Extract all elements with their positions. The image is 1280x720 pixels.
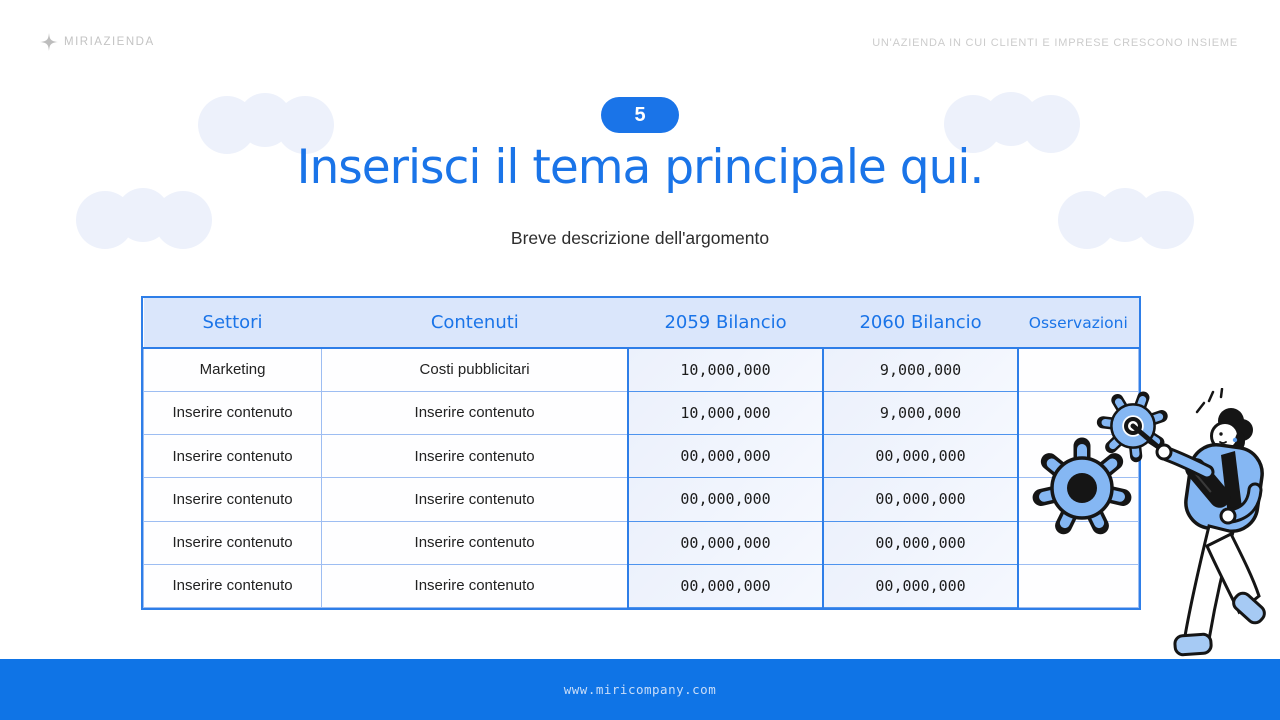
slide-number-badge: 5	[601, 97, 679, 133]
footer-url-link[interactable]: www.miricompany.com	[563, 682, 717, 697]
cell-contenuto: Inserire contenuto	[322, 564, 628, 607]
cell-settore: Inserire contenuto	[144, 391, 322, 434]
cell-contenuto: Inserire contenuto	[322, 521, 628, 564]
cell-bilancio-2060: 00,000,000	[823, 435, 1018, 478]
table-row	[144, 478, 1139, 521]
cell-bilancio-2060: 9,000,000	[823, 348, 1018, 391]
table-row	[144, 564, 1139, 607]
cell-bilancio-2060: 00,000,000	[823, 564, 1018, 607]
cell-osservazioni	[1018, 348, 1138, 391]
table-row	[144, 391, 1139, 434]
column-header-2060-bilancio: 2060 Bilancio	[823, 298, 1018, 348]
cell-settore: Inserire contenuto	[144, 521, 322, 564]
cell-bilancio-2059: 00,000,000	[628, 521, 823, 564]
footer-bar	[0, 659, 1280, 720]
logo-text: MIRIAZIENDA	[64, 36, 155, 48]
cell-bilancio-2060: 00,000,000	[823, 521, 1018, 564]
cell-bilancio-2059: 00,000,000	[628, 478, 823, 521]
cell-settore: Inserire contenuto	[144, 435, 322, 478]
budget-table	[141, 296, 1141, 610]
cell-contenuto: Costi pubblicitari	[322, 348, 628, 391]
cell-bilancio-2059: 10,000,000	[628, 391, 823, 434]
sparkle-plus-icon	[40, 33, 58, 51]
cell-settore: Inserire contenuto	[144, 478, 322, 521]
column-header-contenuti: Contenuti	[322, 298, 628, 348]
cell-contenuto: Inserire contenuto	[322, 391, 628, 434]
cell-settore: Marketing	[144, 348, 322, 391]
cell-settore: Inserire contenuto	[144, 564, 322, 607]
table-row	[144, 348, 1139, 391]
man-with-gears-illustration	[1025, 388, 1275, 663]
cell-bilancio-2059: 10,000,000	[628, 348, 823, 391]
cell-contenuto: Inserire contenuto	[322, 435, 628, 478]
column-header-settori: Settori	[144, 298, 322, 348]
table-row	[144, 435, 1139, 478]
column-header-osservazioni: Osservazioni	[1018, 298, 1138, 348]
big-gear-icon	[1041, 446, 1123, 526]
slide-title: Inserisci il tema principale qui.	[296, 140, 984, 195]
table-header-row	[144, 298, 1139, 348]
company-tagline: UN'AZIENDA IN CUI CLIENTI E IMPRESE CRESCONO INSIEME	[872, 37, 1238, 49]
slide-subtitle: Breve descrizione dell'argomento	[510, 228, 770, 248]
table-row	[144, 521, 1139, 564]
cell-bilancio-2060: 9,000,000	[823, 391, 1018, 434]
cell-bilancio-2059: 00,000,000	[628, 564, 823, 607]
cell-bilancio-2059: 00,000,000	[628, 435, 823, 478]
cell-bilancio-2060: 00,000,000	[823, 478, 1018, 521]
cell-contenuto: Inserire contenuto	[322, 478, 628, 521]
company-logo	[40, 33, 155, 51]
column-header-2059-bilancio: 2059 Bilancio	[628, 298, 823, 348]
